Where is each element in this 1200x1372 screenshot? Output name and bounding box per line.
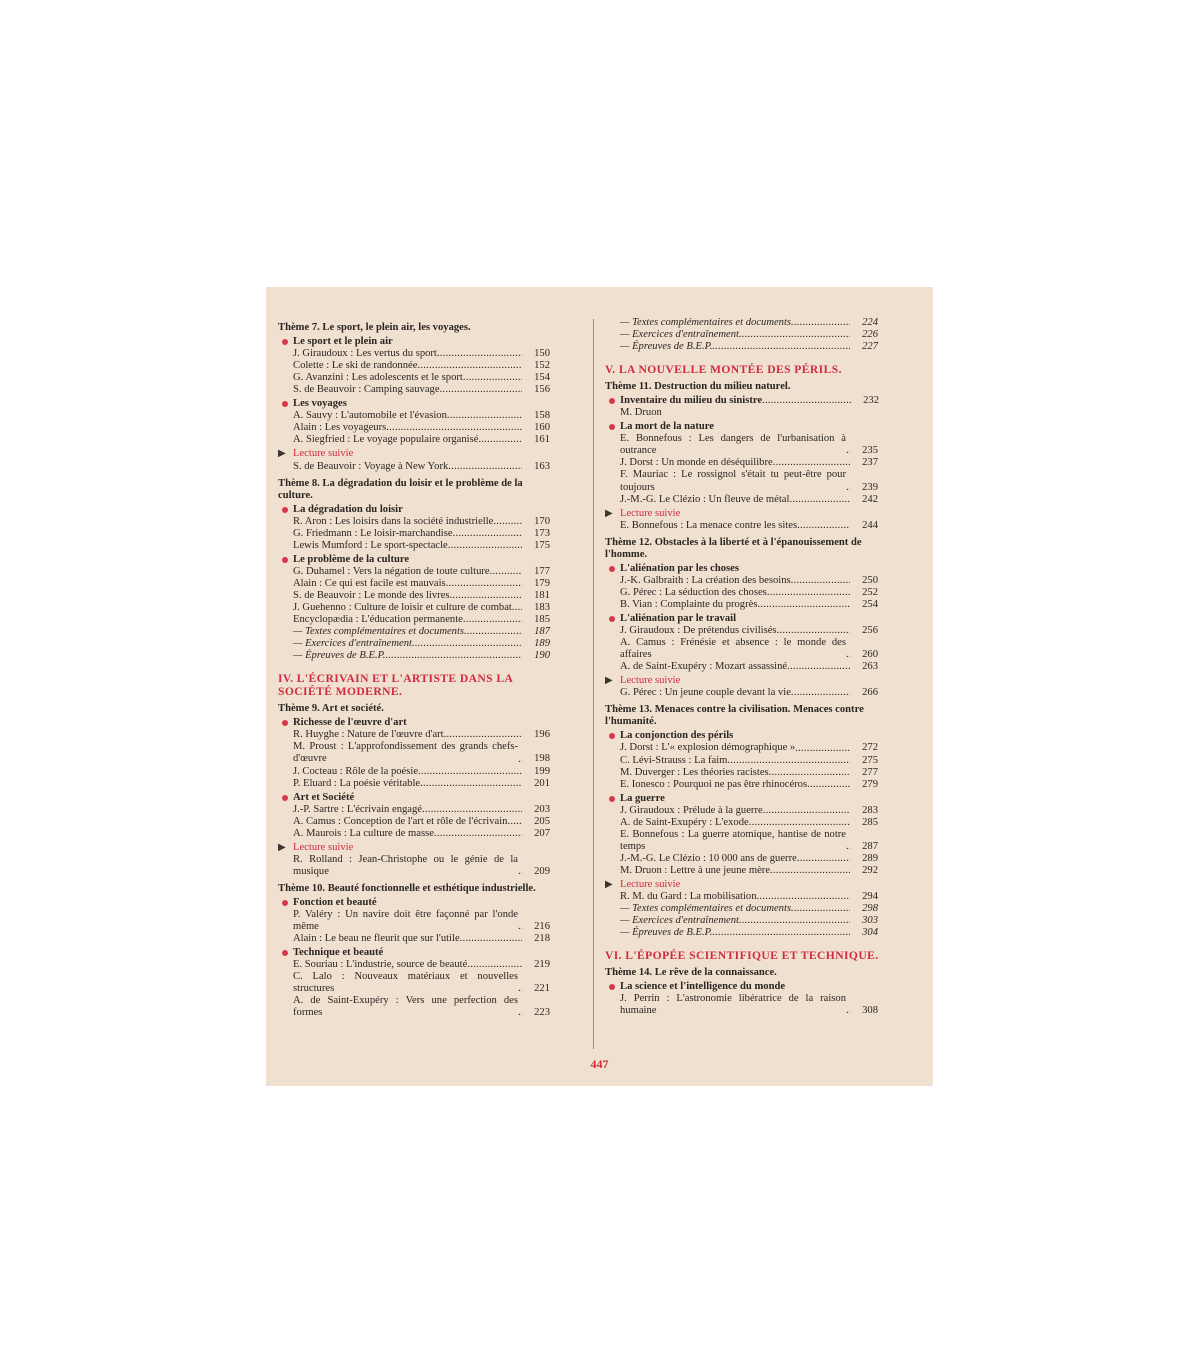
- page-ref: 203: [534, 803, 550, 815]
- subsection-heading: [278, 336, 551, 348]
- leader-dots: [791, 575, 850, 587]
- subsection-title: Richesse de l'œuvre d'art: [293, 717, 407, 729]
- toc-entry: [278, 766, 550, 778]
- leader-dots: [512, 602, 522, 614]
- lecture-suivie-text: Lecture suivie: [620, 675, 681, 687]
- entry-text: F. Mauriac : Le rossignol s'était tu peut-être pour toujours: [620, 469, 846, 493]
- entry-text: J. Giraudoux : Prélude à la guerre: [620, 804, 763, 816]
- subsection-heading: [605, 613, 879, 625]
- theme-heading: Thème 10. Beauté fonctionnelle et esthétique industrielle.: [278, 882, 536, 894]
- page-ref: 150: [534, 348, 550, 360]
- page-ref: 205: [534, 815, 550, 827]
- entry-text: C. Lalo : Nouveaux matériaux et nouvelles structures: [293, 971, 518, 995]
- toc-entry: [605, 494, 878, 506]
- leader-dots: [386, 422, 522, 434]
- subsection-heading: [605, 793, 879, 805]
- page-ref: 161: [534, 434, 550, 446]
- leader-dots: [797, 853, 850, 865]
- leader-dots: [420, 778, 522, 790]
- entry-text: A. Siegfried : Le voyage populaire organisé: [293, 434, 479, 446]
- page-ref: 266: [862, 687, 878, 699]
- toc-entry: [605, 317, 878, 329]
- leader-dots: [791, 317, 850, 329]
- entry-text: A. Maurois : La culture de masse: [293, 827, 434, 839]
- page-ref: 303: [862, 915, 878, 927]
- page-ref: 181: [534, 589, 550, 601]
- entry-text: M. Druon : Lettre à une jeune mère: [620, 864, 771, 876]
- toc-entry: [278, 516, 550, 528]
- lecture-suivie-text: Lecture suivie: [620, 507, 681, 519]
- toc-entry: [605, 817, 878, 829]
- entry-text: R. Aron : Les loisirs dans la société industrielle: [293, 515, 494, 527]
- entry-text: J. Cocteau : Rôle de la poésie: [293, 765, 419, 777]
- entry-text: P. Eluard : La poésie véritable: [293, 777, 421, 789]
- entry-text: Encyclopædia : L'éducation permanente: [293, 614, 463, 626]
- page-ref: 156: [534, 384, 550, 396]
- page-ref: 190: [534, 650, 550, 662]
- subsection-heading: [605, 981, 879, 993]
- leader-dots: [739, 915, 850, 927]
- page-number: 447: [590, 1057, 609, 1071]
- toc-entry: [605, 993, 878, 1017]
- page-ref: 219: [534, 959, 550, 971]
- lecture-suivie-label: [605, 508, 879, 520]
- page-ref: 304: [862, 927, 878, 939]
- subsection-title: La dégradation du loisir: [293, 503, 403, 515]
- subsection-title: Technique et beauté: [293, 947, 384, 959]
- entry-text: B. Vian : Complainte du progrès: [620, 598, 758, 610]
- toc-entry: [278, 461, 550, 473]
- toc-entry: [278, 650, 550, 662]
- page-ref: 170: [534, 515, 550, 527]
- leader-dots: [453, 528, 522, 540]
- leader-dots: [773, 457, 850, 469]
- entry-text: — Textes complémentaires et documents: [620, 317, 792, 328]
- leader-dots: [440, 384, 522, 396]
- leader-dots: [464, 626, 522, 638]
- page-ref: 218: [534, 933, 550, 945]
- entry-text: R. M. du Gard : La mobilisation: [620, 891, 757, 903]
- leader-dots: [446, 578, 522, 590]
- toc-entry: [278, 614, 550, 626]
- page-ref: 196: [534, 729, 550, 741]
- toc-entry: [278, 816, 550, 828]
- leader-dots: [467, 959, 522, 971]
- subsection-heading: [278, 398, 551, 410]
- entry-text: J.-M.-G. Le Clézio : Un fleuve de métal: [620, 493, 790, 505]
- leader-dots: [807, 779, 850, 791]
- page-ref: 223: [534, 1007, 550, 1019]
- entry-text: Lewis Mumford : Le sport-spectacle: [293, 539, 448, 551]
- page-ref: 260: [862, 649, 878, 661]
- entry-text: A. Camus : Conception de l'art et rôle de l'écrivain: [293, 815, 508, 827]
- toc-entry: [605, 853, 878, 865]
- toc-entry: [605, 599, 878, 611]
- leader-dots: [789, 494, 850, 506]
- toc-entry: [278, 566, 550, 578]
- page-ref: 163: [534, 460, 550, 472]
- toc-entry: [278, 804, 550, 816]
- toc-entry: [278, 933, 550, 945]
- leader-dots: [448, 461, 522, 473]
- toc-entry: [605, 742, 878, 754]
- leader-dots: [767, 587, 850, 599]
- leader-dots: [795, 743, 850, 755]
- toc-entry: [278, 971, 550, 995]
- page-ref: 216: [534, 921, 550, 933]
- entry-text: — Épreuves de B.E.P.: [620, 341, 713, 353]
- page-ref: 175: [534, 539, 550, 551]
- toc-entry: [605, 687, 878, 699]
- page-ref: 275: [862, 754, 878, 766]
- toc-entry: [278, 360, 550, 372]
- entry-text: — Textes complémentaires et documents: [620, 903, 792, 915]
- subsection-title: La conjonction des périls: [620, 730, 734, 742]
- subsection-title: L'aliénation par les choses: [620, 562, 739, 574]
- page-ref: 287: [862, 840, 878, 852]
- page-ref: 254: [862, 598, 878, 610]
- leader-dots: [769, 767, 850, 779]
- toc-entry: [605, 865, 878, 877]
- toc-entry: [605, 407, 878, 419]
- entry-text: — Épreuves de B.E.P.: [293, 650, 386, 662]
- arrow-marker-icon: ▶: [278, 841, 286, 853]
- lecture-suivie-label: [278, 448, 551, 460]
- lecture-suivie-text: Lecture suivie: [293, 448, 354, 460]
- page-ref: 154: [534, 372, 550, 384]
- entry-text: — Épreuves de B.E.P.: [620, 927, 713, 939]
- page-ref: 235: [862, 445, 878, 457]
- entry-text: M. Druon: [620, 407, 662, 419]
- toc-entry: [278, 384, 550, 396]
- leader-dots: [490, 566, 522, 578]
- entry-text: G. Friedmann : Le loisir-marchandise: [293, 527, 453, 539]
- entry-text: A. de Saint-Exupéry : Vers une perfection des formes: [293, 995, 518, 1019]
- leader-dots: [770, 865, 850, 877]
- leader-dots: [493, 516, 522, 528]
- page-ref: 189: [534, 638, 550, 650]
- toc-entry: [278, 638, 550, 650]
- toc-entry: [278, 741, 550, 765]
- toc-entry: [278, 729, 550, 741]
- page-ref: 152: [534, 360, 550, 372]
- page-ref: 198: [534, 753, 550, 765]
- leader-dots: [757, 891, 850, 903]
- leader-dots: [507, 816, 522, 828]
- subsection-heading: [278, 504, 551, 516]
- page-ref: 263: [862, 661, 878, 673]
- entry-text: G. Pérec : Un jeune couple devant la vie: [620, 687, 791, 699]
- leader-dots: [739, 329, 850, 341]
- entry-text: R. Rolland : Jean-Christophe ou le génie de la musique: [293, 853, 518, 877]
- page-ref: 237: [862, 457, 878, 469]
- leader-dots: [727, 755, 850, 767]
- toc-entry: [605, 587, 878, 599]
- page-ref: 207: [534, 827, 550, 839]
- theme-heading: Thème 12. Obstacles à la liberté et à l'épanouissement de l'homme.: [605, 536, 862, 560]
- subsection-title: La science et l'intelligence du monde: [620, 981, 786, 993]
- subsection-title: Art et Société: [293, 791, 355, 803]
- toc-entry: [278, 778, 550, 790]
- entry-text: S. de Beauvoir : Le monde des livres: [293, 589, 450, 601]
- subsection-heading: [278, 792, 551, 804]
- toc-entry: [278, 540, 550, 552]
- arrow-marker-icon: ▶: [605, 878, 613, 890]
- subsection-heading: [605, 395, 879, 407]
- page-ref: 250: [862, 574, 878, 586]
- leader-dots: [422, 804, 522, 816]
- page-ref: 244: [862, 519, 878, 531]
- entry-text: J. Dorst : L'« explosion démographique »: [620, 742, 796, 754]
- toc-entry: [605, 457, 878, 469]
- toc-entry: [605, 927, 878, 939]
- entry-text: Alain : Le beau ne fleurit que sur l'utile: [293, 933, 460, 945]
- page-ref: 201: [534, 777, 550, 789]
- leader-dots: [447, 410, 522, 422]
- entry-text: E. Ionesco : Pourquoi ne pas être rhinocéros: [620, 778, 808, 790]
- subsection-heading: [278, 717, 551, 729]
- page-ref: 183: [534, 602, 550, 614]
- toc-entry: [605, 625, 878, 637]
- page-ref: 232: [863, 395, 879, 407]
- page-ref: 199: [534, 765, 550, 777]
- leader-dots: [749, 817, 850, 829]
- page-ref: 226: [862, 329, 878, 341]
- theme-heading: Thème 13. Menaces contre la civilisation. Menaces contre l'humanité.: [605, 704, 864, 728]
- page-ref: 289: [862, 852, 878, 864]
- toc-entry: [605, 661, 878, 673]
- subsection-title: L'aliénation par le travail: [620, 612, 737, 624]
- entry-text: P. Valéry : Un navire doit être façonné par l'onde même: [293, 909, 518, 933]
- leader-dots: [385, 650, 522, 662]
- subsection-heading: [278, 554, 551, 566]
- toc-right-column: [605, 317, 879, 1017]
- subsection-heading: [605, 730, 879, 742]
- toc-entry: [278, 410, 550, 422]
- entry-text: J. Perrin : L'astronomie libératrice de la raison humaine: [620, 993, 846, 1017]
- leader-dots: [450, 590, 522, 602]
- subsection-title: Le sport et le plein air: [293, 336, 393, 348]
- toc-entry: [605, 805, 878, 817]
- page-ref: 285: [862, 816, 878, 828]
- toc-entry: [605, 829, 878, 853]
- page-ref: 294: [862, 891, 878, 903]
- toc-entry: [605, 469, 878, 493]
- leader-dots: [460, 933, 522, 945]
- leader-dots: [437, 348, 522, 360]
- leader-dots: [444, 729, 522, 741]
- toc-entry: [605, 329, 878, 341]
- entry-text: A. de Saint-Exupéry : Mozart assassiné: [620, 661, 788, 673]
- toc-entry: [278, 909, 550, 933]
- leader-dots: [463, 614, 522, 626]
- subsection-title: La mort de la nature: [620, 421, 714, 433]
- leader-dots: [757, 599, 850, 611]
- toc-entry: [278, 602, 550, 614]
- theme-heading: Thème 14. Le rêve de la connaissance.: [605, 967, 777, 979]
- page-ref: 279: [862, 778, 878, 790]
- entry-text: C. Lévi-Strauss : La faim: [620, 754, 728, 766]
- entry-text: M. Duverger : Les théories racistes: [620, 766, 769, 778]
- arrow-marker-icon: ▶: [278, 448, 286, 460]
- page-ref: 224: [862, 317, 878, 328]
- toc-entry: [278, 626, 550, 638]
- entry-text: E. Bonnefous : La menace contre les sites: [620, 519, 798, 531]
- lecture-suivie-label: [605, 675, 879, 687]
- toc-entry: [278, 959, 550, 971]
- leader-dots: [478, 434, 522, 446]
- toc-entry: [605, 767, 878, 779]
- page-ref: 173: [534, 527, 550, 539]
- entry-text: — Exercices d'entraînement: [620, 915, 739, 927]
- section-heading: VI. L'ÉPOPÉE SCIENTIFIQUE ET TECHNIQUE.: [605, 949, 879, 963]
- subsection-heading: [278, 947, 551, 959]
- entry-text: — Exercices d'entraînement: [620, 329, 739, 341]
- entry-text: J.-P. Sartre : L'écrivain engagé: [293, 803, 422, 815]
- theme-heading: Thème 11. Destruction du milieu naturel.: [605, 381, 791, 393]
- page-ref: 242: [862, 493, 878, 505]
- book-page: [266, 287, 933, 1086]
- entry-text: S. de Beauvoir : Voyage à New York: [293, 460, 449, 472]
- toc-entry: [605, 520, 878, 532]
- leader-dots: [417, 360, 522, 372]
- toc-entry: [605, 755, 878, 767]
- entry-text: E. Bonnefous : Les dangers de l'urbanisation à outrance: [620, 433, 846, 457]
- lecture-suivie-label: [605, 879, 879, 891]
- toc-entry: [605, 637, 878, 661]
- toc-entry: [278, 528, 550, 540]
- lecture-suivie-label: [278, 842, 551, 854]
- lecture-suivie-text: Lecture suivie: [620, 878, 681, 890]
- page-ref: 292: [862, 864, 878, 876]
- leader-dots: [791, 903, 850, 915]
- page-ref: 209: [534, 865, 550, 877]
- column-divider: [593, 319, 594, 1049]
- subsection-heading: [605, 421, 879, 433]
- entry-text: E. Bonnefous : La guerre atomique, hantise de notre temps: [620, 828, 846, 852]
- leader-dots: [777, 625, 850, 637]
- toc-left-column: [278, 317, 551, 1019]
- lecture-suivie-text: Lecture suivie: [293, 841, 354, 853]
- page-ref: 227: [862, 341, 878, 353]
- toc-entry: [605, 779, 878, 791]
- leader-dots: [763, 805, 850, 817]
- toc-entry: [605, 903, 878, 915]
- page-ref: 256: [862, 625, 878, 637]
- entry-text: M. Proust : L'approfondissement des grands chefs-d'œuvre: [293, 741, 518, 765]
- entry-text: A. de Saint-Exupéry : L'exode: [620, 816, 749, 828]
- section-heading: IV. L'ÉCRIVAIN ET L'ARTISTE DANS LA SOCIÉTÉ MODERNE.: [278, 672, 513, 699]
- entry-text: J.-M.-G. Le Clézio : 10 000 ans de guerre: [620, 852, 797, 864]
- page-ref: 187: [534, 626, 550, 638]
- toc-entry: [278, 590, 550, 602]
- arrow-marker-icon: ▶: [605, 675, 613, 687]
- toc-entry: [605, 341, 878, 353]
- toc-entry: [278, 434, 550, 446]
- subsection-title: Le problème de la culture: [293, 553, 410, 565]
- toc-entry: [278, 422, 550, 434]
- page-ref: 283: [862, 804, 878, 816]
- toc-entry: [605, 891, 878, 903]
- entry-text: A. Camus : Frénésie et absence : le monde des affaires: [620, 637, 846, 661]
- page-ref: 221: [534, 983, 550, 995]
- page-ref: 179: [534, 577, 550, 589]
- page-ref: 185: [534, 614, 550, 626]
- page-ref: 252: [862, 586, 878, 598]
- page-ref: 160: [534, 422, 550, 434]
- entry-text: J. Giraudoux : Les vertus du sport: [293, 348, 437, 360]
- leader-dots: [448, 540, 522, 552]
- entry-text: E. Souriau : L'industrie, source de beauté: [293, 959, 468, 971]
- toc-entry: [278, 854, 550, 878]
- toc-entry: [605, 915, 878, 927]
- toc-entry: [278, 372, 550, 384]
- entry-text: Alain : Les voyageurs: [293, 422, 387, 434]
- subsection-title: Inventaire du milieu du sinistre: [620, 395, 763, 407]
- subsection-title: La guerre: [620, 792, 665, 804]
- page-ref: 277: [862, 766, 878, 778]
- subsection-heading: [278, 897, 551, 909]
- toc-entry: [278, 828, 550, 840]
- entry-text: A. Sauvy : L'automobile et l'évasion: [293, 410, 447, 422]
- toc-entry: [278, 348, 550, 360]
- entry-text: Alain : Ce qui est facile est mauvais: [293, 577, 446, 589]
- subsection-heading: [605, 563, 879, 575]
- leader-dots: [418, 766, 522, 778]
- entry-text: Colette : Le ski de randonnée: [293, 360, 418, 372]
- leader-dots: [797, 520, 850, 532]
- toc-entry: [278, 995, 550, 1019]
- leader-dots: [787, 661, 850, 673]
- entry-text: — Textes complémentaires et documents: [293, 626, 465, 638]
- toc-entry: [278, 578, 550, 590]
- page-ref: 272: [862, 742, 878, 754]
- subsection-title: Fonction et beauté: [293, 896, 377, 908]
- leader-dots: [434, 828, 522, 840]
- page-ref: 308: [862, 1005, 878, 1017]
- leader-dots: [712, 341, 850, 353]
- toc-entry: [605, 433, 878, 457]
- page-ref: 298: [862, 903, 878, 915]
- section-heading: V. LA NOUVELLE MONTÉE DES PÉRILS.: [605, 363, 842, 377]
- entry-text: G. Duhamel : Vers la négation de toute culture: [293, 565, 490, 577]
- page-ref: 239: [862, 481, 878, 493]
- leader-dots: [791, 687, 850, 699]
- entry-text: — Exercices d'entraînement: [293, 638, 412, 650]
- page-ref: 158: [534, 410, 550, 422]
- toc-entry: [605, 575, 878, 587]
- entry-text: R. Huyghe : Nature de l'œuvre d'art: [293, 729, 444, 741]
- theme-heading: Thème 8. La dégradation du loisir et le problème de la culture.: [278, 477, 523, 501]
- theme-heading: Thème 7. Le sport, le plein air, les voyages.: [278, 322, 471, 333]
- entry-text: G. Pérec : La séduction des choses: [620, 586, 767, 598]
- leader-dots: [412, 638, 522, 650]
- entry-text: G. Avanzini : Les adolescents et le sport: [293, 372, 463, 384]
- entry-text: J.-K. Galbraith : La création des besoins: [620, 574, 791, 586]
- arrow-marker-icon: ▶: [605, 507, 613, 519]
- entry-text: S. de Beauvoir : Camping sauvage: [293, 384, 440, 396]
- page-ref: 177: [534, 565, 550, 577]
- subsection-title: Les voyages: [293, 398, 347, 410]
- entry-text: J. Giraudoux : De prétendus civilisés: [620, 625, 777, 637]
- leader-dots: [712, 927, 850, 939]
- leader-dots: [762, 395, 851, 407]
- leader-dots: [463, 372, 522, 384]
- entry-text: J. Guehenno : Culture de loisir et culture de combat: [293, 602, 512, 614]
- entry-text: J. Dorst : Un monde en déséquilibre: [620, 457, 773, 469]
- theme-heading: Thème 9. Art et société.: [278, 703, 384, 715]
